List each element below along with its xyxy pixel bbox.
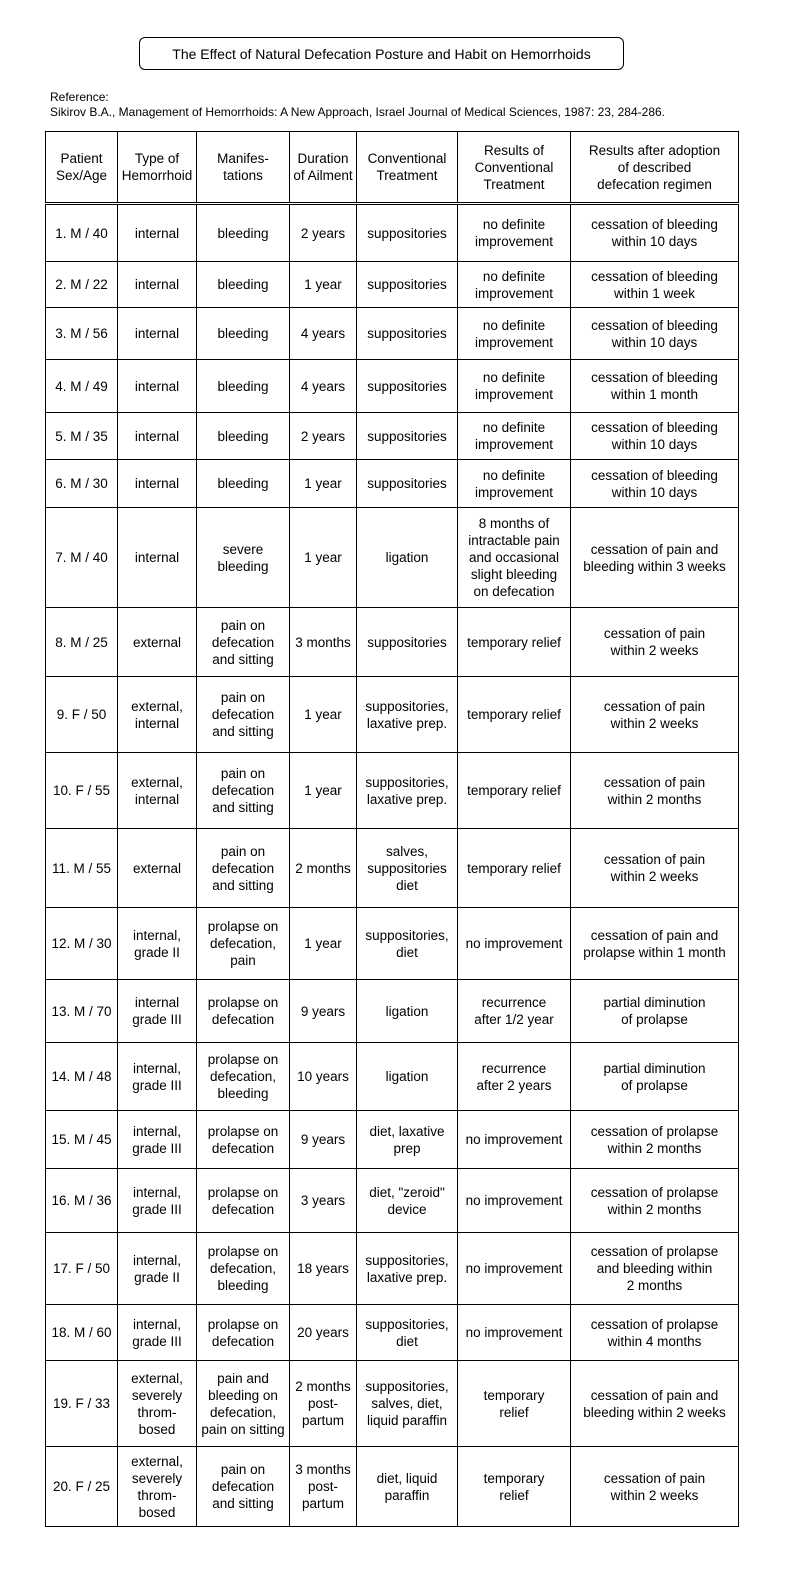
cell-type: external — [118, 829, 197, 908]
table-row — [46, 608, 739, 677]
cell-conventional-treatment: suppositories, diet — [357, 908, 458, 980]
header-new-regimen-results: Results after adoption of described defecation regimen — [571, 132, 739, 204]
cell-conventional-results: 8 months of intractable pain and occasional slight bleeding on defecation — [458, 508, 571, 608]
table-row — [46, 677, 739, 753]
cell-manifestations: severe bleeding — [197, 508, 290, 608]
cell-type: internal, grade III — [118, 1043, 197, 1111]
cell-type: internal, grade III — [118, 1169, 197, 1233]
cell-patient: 13. M / 70 — [46, 980, 118, 1043]
cell-duration: 9 years — [290, 980, 357, 1043]
cell-new-regimen-results: partial diminution of prolapse — [571, 1043, 739, 1111]
cell-conventional-treatment: suppositories — [357, 262, 458, 308]
cell-conventional-treatment: suppositories — [357, 460, 458, 508]
cell-new-regimen-results: cessation of pain within 2 weeks — [571, 829, 739, 908]
cell-patient: 3. M / 56 — [46, 308, 118, 360]
table-row — [46, 753, 739, 829]
cell-type: internal — [118, 308, 197, 360]
cell-conventional-treatment: suppositories — [357, 360, 458, 413]
cell-patient: 1. M / 40 — [46, 204, 118, 262]
reference-label: Reference: — [50, 90, 109, 104]
cell-conventional-results: no improvement — [458, 1305, 571, 1361]
cell-conventional-results: no definite improvement — [458, 204, 571, 262]
table-row — [46, 360, 739, 413]
cell-conventional-results: temporary relief — [458, 1447, 571, 1527]
cell-conventional-treatment: suppositories, salves, diet, liquid paraffin — [357, 1361, 458, 1447]
cell-conventional-results: no definite improvement — [458, 262, 571, 308]
header-patient: Patient Sex/Age — [46, 132, 118, 204]
cell-conventional-results: no improvement — [458, 908, 571, 980]
cell-conventional-treatment: salves, suppositories diet — [357, 829, 458, 908]
table-row — [46, 908, 739, 980]
cell-duration: 3 months — [290, 608, 357, 677]
table-row — [46, 980, 739, 1043]
cell-manifestations: pain on defecation and sitting — [197, 1447, 290, 1527]
cell-new-regimen-results: cessation of bleeding within 10 days — [571, 204, 739, 262]
page-title: The Effect of Natural Defecation Posture and Habit on Hemorrhoids — [139, 37, 624, 70]
cell-type: external, severely throm- bosed — [118, 1447, 197, 1527]
cell-conventional-treatment: suppositories — [357, 608, 458, 677]
cell-conventional-results: temporary relief — [458, 677, 571, 753]
cell-conventional-results: no definite improvement — [458, 460, 571, 508]
cell-conventional-results: no improvement — [458, 1169, 571, 1233]
table-header-row — [46, 132, 739, 204]
cell-manifestations: prolapse on defecation, bleeding — [197, 1233, 290, 1305]
cell-type: internal — [118, 204, 197, 262]
cell-duration: 9 years — [290, 1111, 357, 1169]
cell-manifestations: prolapse on defecation — [197, 1169, 290, 1233]
cell-type: internal grade III — [118, 980, 197, 1043]
cell-conventional-treatment: suppositories — [357, 413, 458, 460]
cell-type: external, internal — [118, 753, 197, 829]
cell-conventional-treatment: suppositories, laxative prep. — [357, 1233, 458, 1305]
cell-manifestations: bleeding — [197, 262, 290, 308]
cell-new-regimen-results: cessation of prolapse within 4 months — [571, 1305, 739, 1361]
cell-conventional-treatment: diet, liquid paraffin — [357, 1447, 458, 1527]
cell-conventional-results: recurrence after 2 years — [458, 1043, 571, 1111]
cell-manifestations: pain on defecation and sitting — [197, 677, 290, 753]
cell-new-regimen-results: cessation of prolapse and bleeding within 2 months — [571, 1233, 739, 1305]
cell-conventional-treatment: suppositories, laxative prep. — [357, 753, 458, 829]
cell-type: external — [118, 608, 197, 677]
cell-manifestations: prolapse on defecation, pain — [197, 908, 290, 980]
results-table — [45, 131, 739, 1527]
cell-type: internal — [118, 460, 197, 508]
cell-new-regimen-results: cessation of prolapse within 2 months — [571, 1169, 739, 1233]
cell-patient: 19. F / 33 — [46, 1361, 118, 1447]
cell-patient: 20. F / 25 — [46, 1447, 118, 1527]
cell-conventional-results: recurrence after 1/2 year — [458, 980, 571, 1043]
table-row — [46, 460, 739, 508]
cell-duration: 3 years — [290, 1169, 357, 1233]
cell-patient: 10. F / 55 — [46, 753, 118, 829]
cell-new-regimen-results: cessation of prolapse within 2 months — [571, 1111, 739, 1169]
cell-patient: 14. M / 48 — [46, 1043, 118, 1111]
table-body — [46, 204, 739, 1527]
cell-patient: 16. M / 36 — [46, 1169, 118, 1233]
table-row — [46, 1305, 739, 1361]
cell-duration: 1 year — [290, 753, 357, 829]
cell-new-regimen-results: cessation of pain within 2 weeks — [571, 677, 739, 753]
cell-new-regimen-results: cessation of pain within 2 months — [571, 753, 739, 829]
cell-conventional-results: no definite improvement — [458, 413, 571, 460]
cell-duration: 1 year — [290, 262, 357, 308]
cell-type: internal, grade III — [118, 1305, 197, 1361]
cell-manifestations: bleeding — [197, 360, 290, 413]
cell-duration: 20 years — [290, 1305, 357, 1361]
reference-block — [50, 90, 665, 120]
cell-conventional-treatment: suppositories, diet — [357, 1305, 458, 1361]
cell-patient: 4. M / 49 — [46, 360, 118, 413]
cell-duration: 1 year — [290, 908, 357, 980]
table-row — [46, 508, 739, 608]
header-conventional-treatment: Conventional Treatment — [357, 132, 458, 204]
cell-duration: 1 year — [290, 677, 357, 753]
cell-new-regimen-results: cessation of bleeding within 1 week — [571, 262, 739, 308]
table-row — [46, 1169, 739, 1233]
cell-manifestations: prolapse on defecation — [197, 980, 290, 1043]
table-row — [46, 829, 739, 908]
cell-type: internal — [118, 508, 197, 608]
cell-patient: 5. M / 35 — [46, 413, 118, 460]
cell-patient: 17. F / 50 — [46, 1233, 118, 1305]
cell-conventional-results: no definite improvement — [458, 360, 571, 413]
cell-conventional-treatment: ligation — [357, 508, 458, 608]
table-row — [46, 204, 739, 262]
cell-conventional-results: no improvement — [458, 1233, 571, 1305]
cell-new-regimen-results: cessation of bleeding within 10 days — [571, 413, 739, 460]
cell-manifestations: bleeding — [197, 204, 290, 262]
cell-manifestations: pain on defecation and sitting — [197, 829, 290, 908]
cell-new-regimen-results: cessation of pain and bleeding within 3 weeks — [571, 508, 739, 608]
cell-duration: 3 months post- partum — [290, 1447, 357, 1527]
cell-conventional-treatment: ligation — [357, 1043, 458, 1111]
cell-conventional-treatment: suppositories — [357, 308, 458, 360]
cell-conventional-treatment: suppositories — [357, 204, 458, 262]
cell-duration: 1 year — [290, 508, 357, 608]
cell-manifestations: pain on defecation and sitting — [197, 608, 290, 677]
cell-new-regimen-results: cessation of pain within 2 weeks — [571, 608, 739, 677]
cell-patient: 11. M / 55 — [46, 829, 118, 908]
cell-manifestations: bleeding — [197, 460, 290, 508]
cell-type: internal — [118, 262, 197, 308]
table-row — [46, 1447, 739, 1527]
cell-duration: 2 months — [290, 829, 357, 908]
cell-manifestations: pain and bleeding on defecation, pain on sitting — [197, 1361, 290, 1447]
header-type: Type of Hemorrhoid — [118, 132, 197, 204]
cell-conventional-treatment: diet, "zeroid" device — [357, 1169, 458, 1233]
cell-conventional-results: no improvement — [458, 1111, 571, 1169]
table-row — [46, 1233, 739, 1305]
cell-conventional-results: temporary relief — [458, 753, 571, 829]
cell-duration: 4 years — [290, 360, 357, 413]
cell-conventional-treatment: ligation — [357, 980, 458, 1043]
cell-patient: 2. M / 22 — [46, 262, 118, 308]
cell-patient: 12. M / 30 — [46, 908, 118, 980]
cell-type: internal, grade II — [118, 908, 197, 980]
cell-patient: 18. M / 60 — [46, 1305, 118, 1361]
cell-new-regimen-results: cessation of bleeding within 10 days — [571, 308, 739, 360]
cell-conventional-treatment: suppositories, laxative prep. — [357, 677, 458, 753]
cell-patient: 15. M / 45 — [46, 1111, 118, 1169]
cell-new-regimen-results: cessation of bleeding within 10 days — [571, 460, 739, 508]
cell-patient: 6. M / 30 — [46, 460, 118, 508]
header-duration: Duration of Ailment — [290, 132, 357, 204]
cell-new-regimen-results: cessation of pain within 2 weeks — [571, 1447, 739, 1527]
cell-duration: 2 months post- partum — [290, 1361, 357, 1447]
cell-type: internal — [118, 413, 197, 460]
table-row — [46, 262, 739, 308]
cell-conventional-treatment: diet, laxative prep — [357, 1111, 458, 1169]
cell-new-regimen-results: partial diminution of prolapse — [571, 980, 739, 1043]
cell-conventional-results: no definite improvement — [458, 308, 571, 360]
cell-duration: 1 year — [290, 460, 357, 508]
cell-duration: 4 years — [290, 308, 357, 360]
table-row — [46, 413, 739, 460]
cell-conventional-results: temporary relief — [458, 829, 571, 908]
cell-new-regimen-results: cessation of pain and prolapse within 1 month — [571, 908, 739, 980]
cell-manifestations: bleeding — [197, 308, 290, 360]
cell-type: external, severely throm- bosed — [118, 1361, 197, 1447]
table-row — [46, 1043, 739, 1111]
cell-manifestations: prolapse on defecation — [197, 1305, 290, 1361]
cell-patient: 9. F / 50 — [46, 677, 118, 753]
cell-patient: 8. M / 25 — [46, 608, 118, 677]
cell-type: internal, grade III — [118, 1111, 197, 1169]
cell-manifestations: prolapse on defecation, bleeding — [197, 1043, 290, 1111]
cell-type: internal, grade II — [118, 1233, 197, 1305]
header-manifestations: Manifes- tations — [197, 132, 290, 204]
cell-new-regimen-results: cessation of pain and bleeding within 2 weeks — [571, 1361, 739, 1447]
table-row — [46, 1361, 739, 1447]
header-conventional-results: Results of Conventional Treatment — [458, 132, 571, 204]
cell-duration: 10 years — [290, 1043, 357, 1111]
table-row — [46, 1111, 739, 1169]
reference-citation: Sikirov B.A., Management of Hemorrhoids: A New Approach, Israel Journal of Medical Sciences, 1987: 23, 284-286. — [50, 105, 665, 119]
cell-type: external, internal — [118, 677, 197, 753]
cell-new-regimen-results: cessation of bleeding within 1 month — [571, 360, 739, 413]
cell-manifestations: prolapse on defecation — [197, 1111, 290, 1169]
cell-patient: 7. M / 40 — [46, 508, 118, 608]
cell-manifestations: bleeding — [197, 413, 290, 460]
cell-conventional-results: temporary relief — [458, 1361, 571, 1447]
cell-duration: 2 years — [290, 413, 357, 460]
cell-duration: 2 years — [290, 204, 357, 262]
cell-type: internal — [118, 360, 197, 413]
cell-conventional-results: temporary relief — [458, 608, 571, 677]
table-row — [46, 308, 739, 360]
cell-duration: 18 years — [290, 1233, 357, 1305]
cell-manifestations: pain on defecation and sitting — [197, 753, 290, 829]
